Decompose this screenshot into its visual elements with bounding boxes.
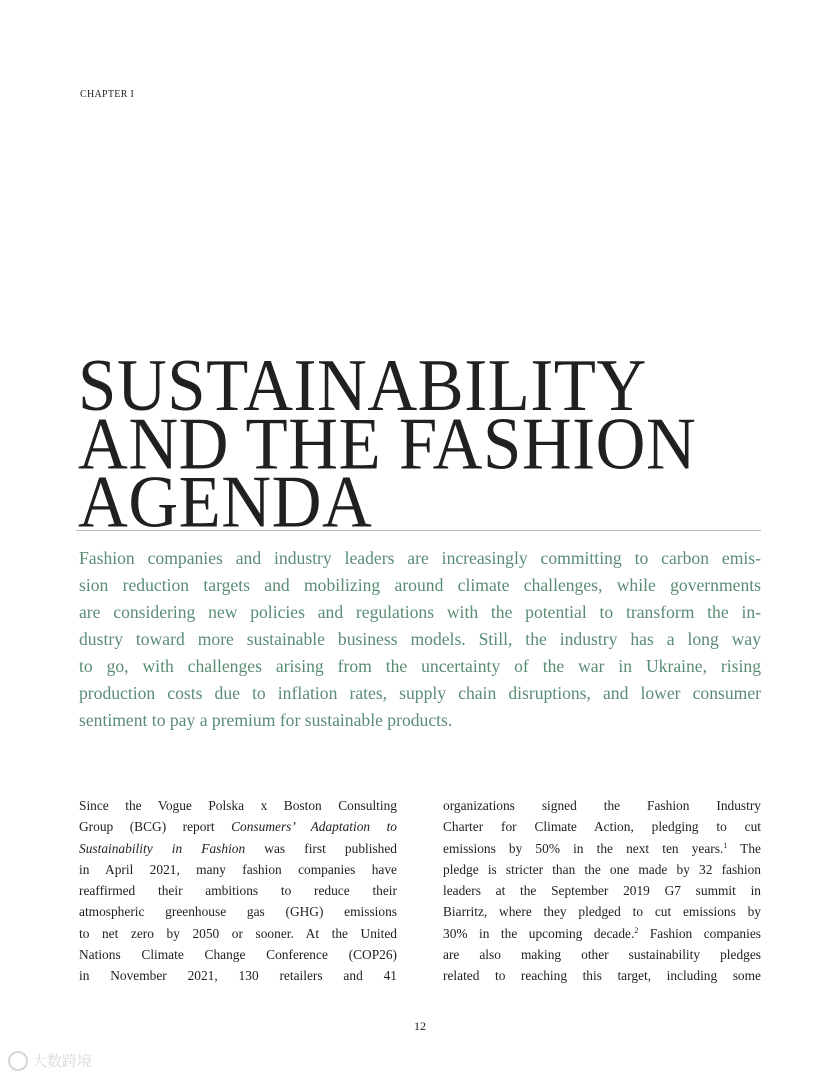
watermark — [8, 1050, 92, 1071]
body-text: The — [727, 840, 761, 856]
body-line: leaders at the September 2019 G7 summit in — [443, 883, 761, 899]
body-line: in April 2021, many fashion companies have — [79, 861, 397, 877]
body-line: organizations signed the Fashion Industry — [443, 798, 761, 813]
body-line — [443, 838, 761, 859]
footnote-ref[interactable]: 1 — [723, 840, 728, 850]
body-line — [79, 816, 397, 837]
body-line: Biarritz, where they pledged to cut emissions by — [443, 904, 761, 920]
body-text: Fashion companies — [638, 925, 761, 941]
body-line: Nations Climate Change Conference (COP26) — [79, 947, 397, 963]
title-line: AND THE FASHION — [78, 402, 697, 485]
body-column-right — [443, 795, 761, 987]
title-line: AGENDA — [78, 460, 373, 543]
lede-line: dustry toward more sustainable business models. Still, the industry has a long way — [79, 629, 761, 649]
body-line: related to reaching this target, including some — [443, 968, 761, 984]
watermark-logo-icon — [8, 1051, 28, 1071]
lede-line: sion reduction targets and mobilizing around climate challenges, while governments — [79, 575, 761, 595]
title-divider — [76, 530, 761, 531]
body-column-left — [79, 795, 397, 987]
body-text: Group (BCG) report — [79, 819, 232, 835]
body-line — [79, 838, 397, 859]
body-line: atmospheric greenhouse gas (GHG) emissions — [79, 904, 397, 920]
body-text: 30% in the upcoming decade. — [443, 925, 635, 941]
lede-line: to go, with challenges arising from the uncertainty of the war in Ukraine, rising — [79, 656, 761, 676]
page-number: 12 — [414, 1019, 426, 1033]
body-text: was first published — [245, 840, 397, 856]
body-line: in November 2021, 130 retailers and 41 — [79, 968, 397, 984]
lede-paragraph — [79, 545, 761, 734]
lede-line: sentiment to pay a premium for sustainable products. — [79, 710, 453, 730]
body-line: Charter for Climate Action, pledging to cut — [443, 819, 761, 835]
report-title: Consumers’ Adaptation to — [231, 819, 398, 835]
page-title — [78, 344, 768, 543]
body-line — [443, 923, 761, 944]
body-line: to net zero by 2050 or sooner. At the United — [79, 925, 397, 941]
body-line: pledge is stricter than the one made by 32 fashion — [443, 861, 761, 877]
watermark-text: 大数跨境 — [32, 1052, 93, 1070]
body-line: are also making other sustainability pledges — [443, 947, 761, 963]
footnote-ref[interactable]: 2 — [634, 925, 639, 935]
report-title: Sustainability in Fashion — [79, 840, 246, 856]
lede-line: are considering new policies and regulations with the potential to transform the in- — [79, 602, 761, 622]
lede-line: production costs due to inflation rates, supply chain disruptions, and lower consumer — [79, 683, 761, 703]
title-line: SUSTAINABILITY — [78, 344, 647, 427]
chapter-label: CHAPTER I — [80, 89, 135, 100]
body-line: reaffirmed their ambitions to reduce their — [79, 883, 397, 899]
lede-line: Fashion companies and industry leaders are increasingly committing to carbon emis- — [79, 548, 761, 568]
body-text: emissions by 50% in the next ten years. — [443, 840, 724, 856]
body-line: Since the Vogue Polska x Boston Consulting — [79, 798, 397, 813]
